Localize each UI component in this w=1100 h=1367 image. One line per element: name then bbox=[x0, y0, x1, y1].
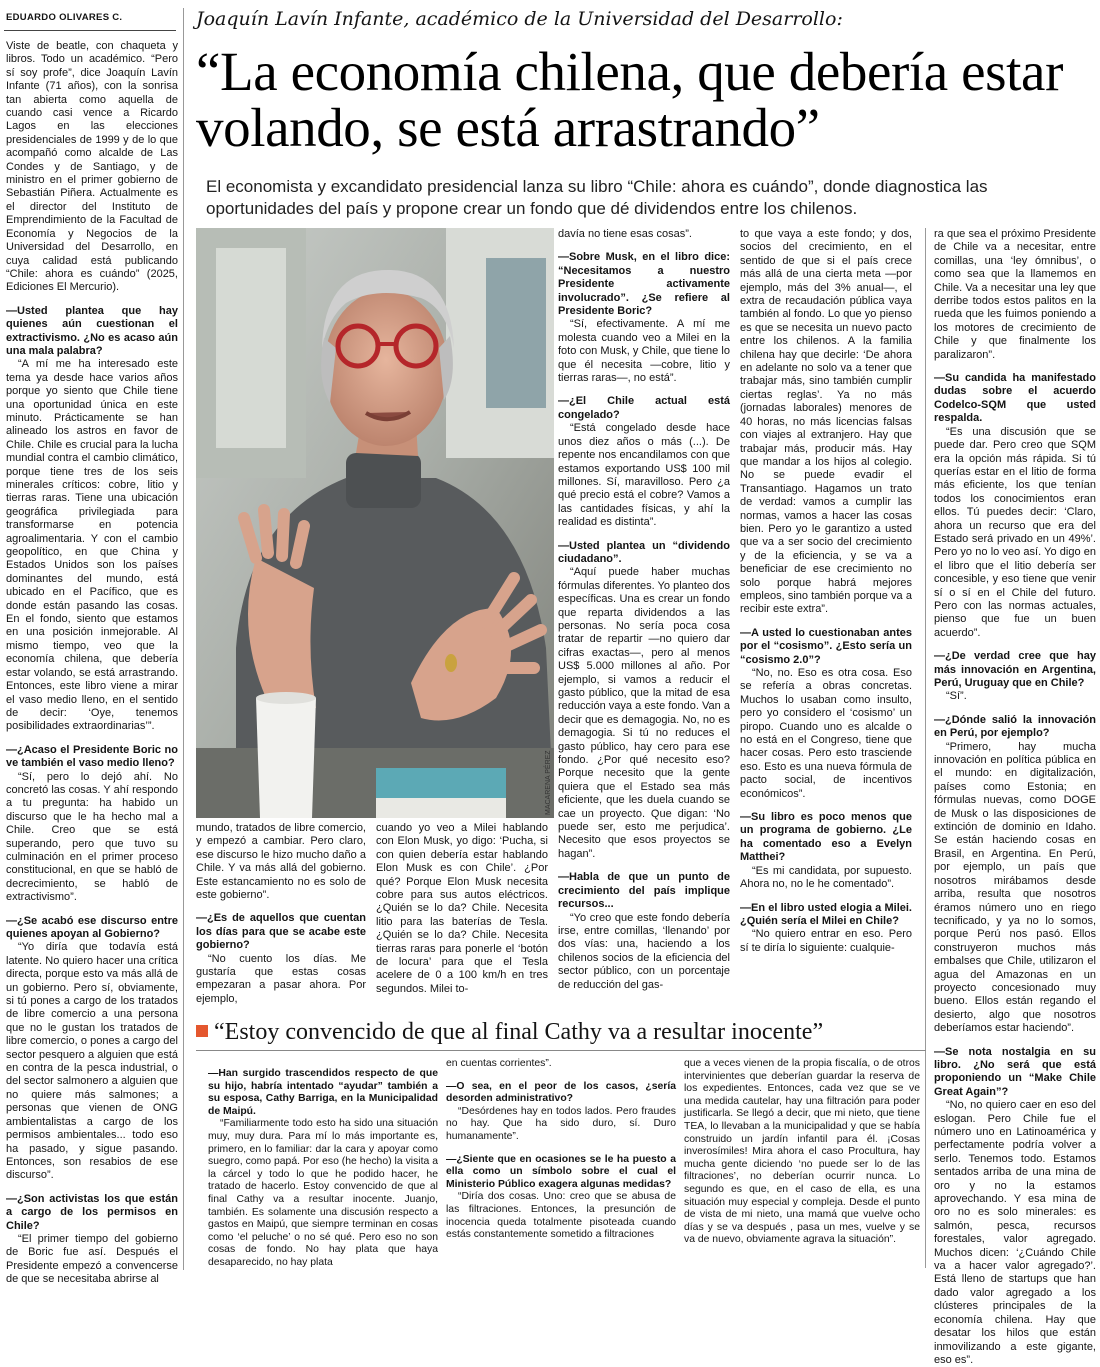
box-column-2 bbox=[446, 1058, 676, 1268]
paragraph: “Diría dos cosas. Uno: creo que se abusa de las filtraciones. Entonces, la presunción de inocencia queda totalmente pisoteada cuando estás constantemente sometido a filtraciones bbox=[446, 1191, 676, 1241]
paragraph: “Es una discusión que se puede dar. Pero creo que SQM era la opción más rápida. Si tú querías estar en el litio de forma más eficiente, los que tenían todos los conocimientos eran ellos. Tú puedes decir: ‘Claro, ahora un recurso que era del Estado será privado en un 49%’. Pero yo no lo veo así. Yo digo en el libro que el litio debería ser concesible, y eso tiene que venir sí o sí en el Chile del futuro. Pero con las normas actuales, pienso que fue un buen acuerdo”. bbox=[934, 425, 1096, 639]
paragraph: cuando yo veo a Milei hablando con Elon Musk, yo digo: ‘Pucha, si con quien debería estar hablando Elon Musk es con Chile’. ¿Por qué? Porque Elon Musk necesita cobre para sus autos eléctricos. ¿Quién se lo da? Chile. Necesita litio para las baterías de Tesla. ¿Quién se lo da? Chile. Necesita tierras raras para ponerle el ‘botón de locura’ para que el Tesla acelere de 0 a 100 km/h en tres segundos. Milei to- bbox=[376, 822, 548, 995]
question: —Han surgido trascendidos respecto de que su hijo, habría intentado “ayudar” también a su esposa, Cathy Barriga, en la Municipalidad de Maipú. bbox=[208, 1068, 438, 1117]
question: —¿Acaso el Presidente Boric no ve también el vaso medio lleno? bbox=[6, 743, 178, 770]
paragraph: “Sí”. bbox=[946, 690, 967, 703]
box-column-1 bbox=[208, 1058, 438, 1268]
paragraph: mundo, tratados de libre comercio, y empezó a cambiar. Pero claro, ese discurso le hizo mucho daño a Chile. Y va más allá del gobierno. Este estancamiento no es solo de este gobierno”. bbox=[196, 822, 366, 902]
headline: “La economía chilena, que debería estar volando, se está arrastrando” bbox=[196, 41, 1063, 158]
paragraph: “Es mi candidata, por supuesto. Ahora no, no le he comentado”. bbox=[740, 864, 912, 891]
paragraph: “Está congelado desde hace unos diez años o más (...). De repente nos encandilamos con que estamos exportando US$ 100 mil millones. Sí, maravilloso. Pero ¿a qué precio está el cobre? Vamos a las cantidades físicas, y ahí la realidad es distinta”. bbox=[558, 422, 730, 529]
kicker: Joaquín Lavín Infante, académico de la Universidad del Desarrollo: bbox=[196, 8, 843, 30]
paragraph: “Sí, pero lo dejó ahí. No concretó las cosas. Y ahí respondo a tu pregunta: ha habido un discurso que le ha hecho mal a Chile. Creo que se está superando, pero que tuvo su culminación en el primer proceso constitucional, en que se habló de decrecimiento, se habló de extractivismo”. bbox=[6, 770, 178, 904]
paragraph: “Familiarmente todo esto ha sido una situación muy, muy dura. Para mí lo más importante es, primero, en lo familiar: dar la cara y apoyar como suegro, como papá. Por eso (he hecho) la visita a la cárcel y todo lo que he podido hacer, he tratado de hacerlo. Estoy convencido de que al final Cathy va a resultar inocente. Juanjo, también. Es solamente una discusión respecto a gastos en Maipú, que siempre terminan en cosas como ‘el peluche’ o no sé qué. Pero eso no son cosas de fondo. No hay plata que haya desaparecido, no hay plata bbox=[208, 1118, 438, 1268]
article-column-5 bbox=[934, 228, 1096, 1366]
question: —¿El Chile actual está congelado? bbox=[558, 395, 730, 421]
article-column-2b bbox=[376, 822, 548, 1000]
article-column-4 bbox=[740, 228, 912, 1000]
paragraph: davía no tiene esas cosas”. bbox=[558, 228, 692, 240]
paragraph: “Aquí puede haber muchas fórmulas diferentes. Yo planteo dos específicas. Una es crear un fondo que repartа dividendos a las personas. No sería poca cosa tratar de repartir —no quiero dar cifras exactas—, pero al menos US$ 5.000 millones al año. Por ejemplo, si vamos a reducir el gasto público, que la mitad de esa reducción vaya a este fondo. Van a decir que es demagogia. No, no es demagogia. Si tú no reduces el gasto público, hay cero para ese fondo. ¿Por qué necesito eso? Porque necesito que la gente quiera que el Estado sea más eficiente, que les duela cuando se cae un proyecto. Que digan: ‘No puede ser, esto me perjudica’. Necesito que esos proyectos se hagan”. bbox=[558, 566, 730, 860]
question: —A usted lo cuestionaban antes por el “cosismo”. ¿Esto sería un “cosismo 2.0”? bbox=[740, 626, 912, 666]
question: —En el libro usted elogia a Milei. ¿Quién sería el Milei en Chile? bbox=[740, 901, 912, 927]
article-column-1 bbox=[6, 40, 178, 1286]
question: —Sobre Musk, en el libro dice: “Necesitamos a nuestro Presidente activamente involucrado”. ¿Se refiere al Presidente Boric? bbox=[558, 251, 730, 318]
paragraph: “No quiero entrar en eso. Pero sí te diría lo siguiente: cualquie- bbox=[740, 928, 912, 954]
deck: El economista y excandidato presidencial lanza su libro “Chile: ahora es cuándo”, donde diagnostica las oportunidades del país y propone crear un fondo que dé dividendos entre los chilenos. bbox=[206, 177, 988, 218]
question: —Usted plantea que hay quienes aún cuestionan el extractivismo. ¿No es acaso aún una mala palabra? bbox=[6, 304, 178, 357]
paragraph: en cuentas corrientes”. bbox=[446, 1058, 552, 1069]
question: —Su libro es poco menos que un programa de gobierno. ¿Le ha comentado eso a Evelyn Matthei? bbox=[740, 811, 912, 864]
question: —O sea, en el peor de los casos, ¿sería desorden administrativo? bbox=[446, 1080, 676, 1105]
paragraph: “El primer tiempo del gobierno de Boric fue así. Después el Presidente empezó a convencerse de que se necesitaba abrirse al bbox=[6, 1232, 178, 1286]
byline: EDUARDO OLIVARES C. bbox=[6, 12, 123, 23]
paragraph: “No, no. Eso es otra cosa. Eso se refería a obras concretas. Muchos lo usaban como insulto, pero yo considero el ‘cosismo’ un piropo. Cuando uno es alcalde o no está en el Congreso, tiene que hacer cosas. Pero esto trasciende eso. Esto es una nueva fórmula de pacto social, de incentivos económicos”. bbox=[740, 667, 912, 800]
question: —Usted plantea un “dividendo ciudadano”. bbox=[558, 539, 730, 565]
question: —¿De verdad cree que hay más innovación en Argentina, Perú, Uruguay que en Chile? bbox=[934, 650, 1096, 689]
byline-rule bbox=[4, 30, 176, 31]
box-rule bbox=[196, 1050, 926, 1051]
paragraph: “A mí me ha interesado este tema ya desde hace varios años porque yo siento que Chile tiene una oportunidad única en este minuto. Prácticamente se han alineado los astros en favor de Chile. Chile es crucial para la lucha mundial contra el cambio climático, porque tiene tres de los seis minerales críticos: cobre, litio y tierras raras. Tiene una ubicación geográfica privilegiada para transformarse en potencia agroalimentaria. Y con el cambio geopolítico, en que China y Estados Unidos son los países dominantes del mundo, está ubicado en el Pacífico, que es donde están pasando las cosas. En el fondo, siento que estamos en una posición inmejorable. Al mismo tiempo, veo que la economía chilena, que debería estar volando, se está arrastrando. Entonces, este libro viene a mirar el vaso medio lleno, en el sentido de decir: ‘Oye, tenemos posibilidades extraordinarias’”. bbox=[6, 358, 178, 733]
column-divider bbox=[925, 228, 926, 1268]
column-divider bbox=[183, 8, 184, 1270]
paragraph: Viste de beatle, con chaqueta y libros. Todo un académico. “Pero sí soy profe”, dice Joaquín Lavín Infante (71 años), con la sonrisa tan abierta como aquella de cuando casi vence a Ricardo Lagos en las elecciones presidenciales de 1999 y de lo que acompañó como alcalde de Las Condes y de Santiago, y de ministro en el primer gobierno de Sebastián Piñera. Actualmente es el director del Instituto de Emprendimiento de la Facultad de Economía y Negocios de la Universidad del Desarrollo, en cuya calidad está publicando “Chile: ahora es cuándo” (2025, Ediciones El Mercurio). bbox=[6, 40, 178, 294]
paragraph: “No, no quiero caer en eso del eslogan. Pero Chile fue el número uno en Latinoamérica y perfectamente podría volver a serlo. Tenemos todo. Estamos sentados arriba de una mina de oro y no la estamos aprovechando. Y esa mina de oro no es solo minerales: es salmón, pesca, recursos forestales, valor agregado. Muchos dicen: ‘¿Cuándo Chile va a hacer valor agregado?’. Está lleno de startups que han dado valor agregado a los clústeres principales de la economía chilena. Hay que desatar los hilos que están inmovilizando a este gigante, eso es”. bbox=[934, 1099, 1096, 1366]
question: —¿Dónde salió la innovación en Perú, por ejemplo? bbox=[934, 713, 1096, 740]
paragraph: “Sí, efectivamente. A mí me molesta cuando veo a Milei en la foto con Musk, y Chile, que tiene lo que él necesita —cobre, litio y tierras raras—, no está”. bbox=[558, 318, 730, 385]
question: —¿Son activistas los que están a cargo de los permisos en Chile? bbox=[6, 1192, 178, 1232]
paragraph: ra que sea el próximo Presidente de Chile va a necesitar, entre comillas, una ‘ley ómnibus’, o como sea que la llamemos en Chile. Va a necesitar una ley que derribe todos estos palitos en la rueda que les fuimos poniendo a los motores de crecimiento de Chile y que finalmente los paralizaron”. bbox=[934, 228, 1096, 361]
paragraph: “Primero, hay mucha innovación en política pública en el mundo: en digitalización, países como Estonia; en fórmulas nuevas, como DOGE de Musk o las disposiciones de extinción de dominio en Idaho. Se están haciendo cosas en Brasil, en Argentina. En Perú, por ejemplo, un país que nosotros mirábamos desde arriba, resulta que nosotros éramos número uno en riego tecnificado, y ya no lo somos, porque Perú nos pasó. Ellos construyeron muchos más embalses que Chile, utilizaron el agua del Amazonas en un proyecto concesionado muy bueno. Ellos están regando el desierto, algo que nosotros deberíamos estar haciendo”. bbox=[934, 740, 1096, 1035]
question: —¿Se acabó ese discurso entre quienes apoyan al Gobierno? bbox=[6, 914, 178, 940]
photo-credit: MACARENA PÉREZ bbox=[545, 750, 552, 815]
question: —Habla de que un punto de crecimiento del país implique recursos... bbox=[558, 871, 730, 911]
article-column-3 bbox=[558, 228, 730, 1000]
paragraph: que a veces vienen de la propia fiscalía, o de otros intervinientes que deberían guardar la reserva de los expedientes. Entonces, cada vez que se ve una medida cautelar, hay una filtración para poder justificarla. Se llegó a decir, que mi nieto, que tiene TEA, lo llevaban a la municipalidad y que se había construido un jardín infantil para él. ¡Cosas inverosímiles! Mira ahora el caso Procultura, hay mucha gente diciendo ‘no puede ser lo de las filtraciones’, no deberían ocurrir nunca. Lo segundo es que, en el caso de ella, es una situación muy especial y compleja. Desde el punto de vista de mi nieto, una mamá que vuelve ocho días y se va después , pasa un mes, vuelve y se va de nuevo, obviamente agrava la situación”. bbox=[684, 1058, 920, 1246]
interview-photo bbox=[196, 228, 554, 818]
question: —¿Es de aquellos que cuentan los días para que se acabe este gobierno? bbox=[196, 912, 366, 952]
paragraph: “Yo creo que este fondo debería irse, entre comillas, ‘llenando’ por dos vías: una, haciendo a los chilenos socios de la eficiencia del sector público, con un porcentaje de reducción del gas- bbox=[558, 911, 730, 991]
question: —¿Siente que en ocasiones se le ha puesto a ella como un símbolo sobre el cual el Ministerio Público exagera algunas medidas? bbox=[446, 1153, 676, 1190]
question: —Su candida ha manifestado dudas sobre el acuerdo Codelco-SQM que usted respalda. bbox=[934, 372, 1096, 425]
paragraph: to que vaya a este fondo; y dos, socios del crecimiento, en el sentido de que si el país crece más allá de una cierta meta —por ejemplo, más del 3% anual—, el extra de recaudación pública vaya también al fondo. Lo que yo pienso es que se necesita un nuevo pacto entre los chilenos. A la familia chilena hay que decirle: ‘De ahora en adelante no solo va a tener que trabajar más, sino también cumplir ciertas reglas’. Ya no más (jornadas laborales) menores de 40 horas, no más licencias falsas con viajes al extranjero. Hay que trabajar más, producir más. Hay que mandar a los hijos al colegio. No se puede evadir el Transantiago. Hagamos un trato de verdad: vamos a cumplir las normas, vamos a hacer las cosas bien. Pero yo le garantizo a usted que va a ser socio del crecimiento y de la eficiencia, y se va a beneficiar de ese crecimiento no solo porque habrá mejores empleos, sino también porque va a recibir este extra”. bbox=[740, 228, 912, 616]
paragraph: “No cuento los días. Me gustaría que estas cosas empezaran a pasar ahora. Por ejemplo, bbox=[196, 952, 366, 1005]
paragraph: “Yo diría que todavía está latente. No quiero hacer una crítica directa, porque esto va más allá de un gobierno. Pero sí, obviamente, si tú pones a cargo de los tratados de libre comercio a una persona que no le gustan los tratados de libre comercio, o pones a cargo del sector pesquero a alguien que está en contra de la pesca industrial, o del sector salmonero a alguien que no quiere más salmones; a personas que vienen de ONG ambientalistas a cargo de los permisos ambientales... todo eso ha pasado, y sigue pasando. Entonces, son resabios de ese discurso”. bbox=[6, 941, 178, 1182]
box-accent-square bbox=[196, 1025, 208, 1037]
box-headline: “Estoy convencido de que al final Cathy va a resultar inocente” bbox=[214, 1019, 824, 1045]
box-column-3 bbox=[684, 1058, 920, 1268]
paragraph: “Desórdenes hay en todos lados. Pero fraudes no hay. Que ha sido duro, sí. Duro humanamente”. bbox=[446, 1105, 676, 1142]
question: —Se nota nostalgia en su libro. ¿No será que está proponiendo un “Make Chile Great Again”? bbox=[934, 1045, 1096, 1098]
article-column-2 bbox=[196, 822, 366, 1005]
